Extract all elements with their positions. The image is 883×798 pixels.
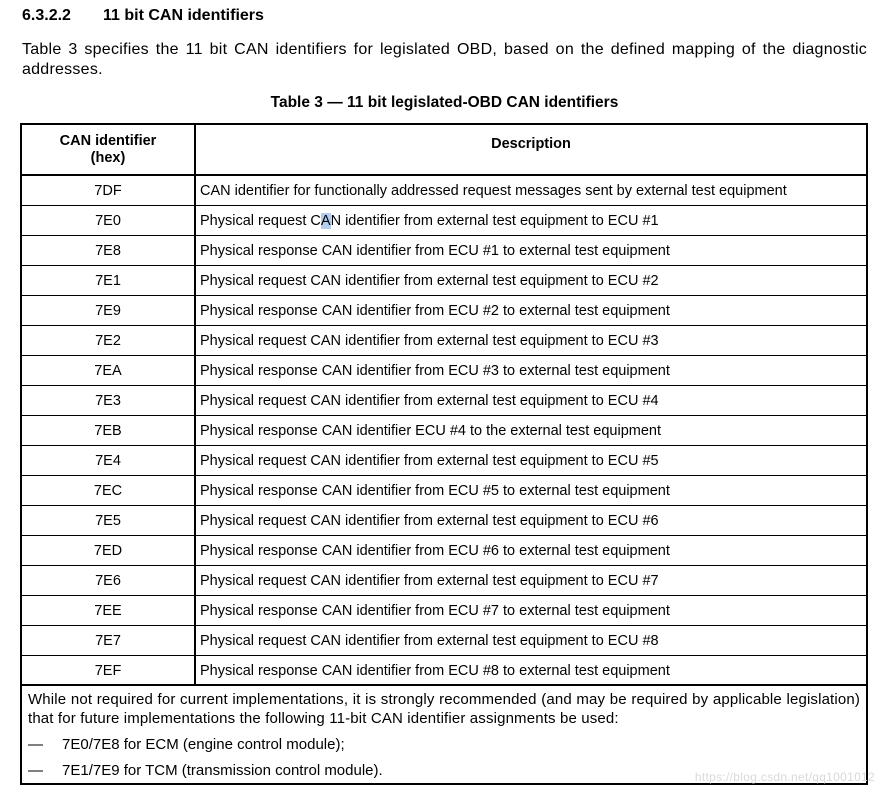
table-row: [22, 626, 866, 656]
cell-description: Physical request CAN identifier from external test equipment to ECU #7: [195, 566, 866, 596]
cell-description: Physical response CAN identifier from ECU #7 to external test equipment: [195, 596, 866, 626]
description-text: N identifier from external test equipment to ECU #1: [330, 212, 659, 229]
table-row: [22, 596, 866, 626]
table-row: [22, 566, 866, 596]
cell-can-identifier: 7E5: [22, 506, 195, 536]
cell-description: Physical response CAN identifier from ECU #2 to external test equipment: [195, 296, 866, 326]
bullet-text: 7E0/7E8 for ECM (engine control module);: [62, 736, 345, 753]
cell-description: Physical request CAN identifier from external test equipment to ECU #3: [195, 326, 866, 356]
header-description-label: Description: [491, 136, 571, 152]
cell-can-identifier: 7E4: [22, 446, 195, 476]
table-header-row: [22, 125, 866, 175]
cell-description: CAN identifier for functionally addressed request messages sent by external test equipment: [195, 175, 866, 206]
table-row: [22, 266, 866, 296]
cell-can-identifier: 7EA: [22, 356, 195, 386]
cell-description: Physical request CAN identifier from external test equipment to ECU #2: [195, 266, 866, 296]
table-row: [22, 326, 866, 356]
cell-description: Physical request CAN identifier from external test equipment to ECU #8: [195, 626, 866, 656]
table-body: [22, 175, 866, 686]
cell-description: Physical response CAN identifier ECU #4 to the external test equipment: [195, 416, 866, 446]
cell-description: [195, 206, 866, 236]
cell-description: Physical request CAN identifier from external test equipment to ECU #4: [195, 386, 866, 416]
table-row: [22, 356, 866, 386]
cell-can-identifier: 7E3: [22, 386, 195, 416]
bullet-dash: —: [28, 762, 43, 779]
cell-can-identifier: 7E8: [22, 236, 195, 266]
table-row: [22, 296, 866, 326]
cell-can-identifier: 7EE: [22, 596, 195, 626]
section-heading: [22, 7, 264, 25]
header-description: [195, 125, 866, 175]
text-selection-highlight[interactable]: A: [320, 212, 331, 229]
cell-description: Physical response CAN identifier from ECU #5 to external test equipment: [195, 476, 866, 506]
watermark-text: https://blog.csdn.net/qq1001012: [694, 770, 875, 784]
cell-can-identifier: 7EC: [22, 476, 195, 506]
cell-can-identifier: 7E9: [22, 296, 195, 326]
note-bullet: [28, 735, 860, 754]
table-row: [22, 656, 866, 686]
table-row: [22, 386, 866, 416]
note-text: While not required for current implementations, it is strongly recommended (and may be required by applicable legislation) that for future implementations the following 11-bit CAN identifier assignments be used:: [28, 691, 860, 727]
cell-description: Physical response CAN identifier from ECU #6 to external test equipment: [195, 536, 866, 566]
header-can-identifier-line1: CAN identifier: [59, 132, 157, 149]
section-number: 6.3.2.2: [22, 7, 71, 24]
table-row: [22, 536, 866, 566]
table-row: [22, 236, 866, 266]
cell-description: Physical response CAN identifier from ECU #3 to external test equipment: [195, 356, 866, 386]
table-row: [22, 206, 866, 236]
description-text: Physical request C: [200, 212, 321, 229]
table-row: [22, 446, 866, 476]
cell-description: Physical request CAN identifier from external test equipment to ECU #6: [195, 506, 866, 536]
cell-can-identifier: 7E1: [22, 266, 195, 296]
table-caption: Table 3 — 11 bit legislated-OBD CAN identifiers: [270, 94, 619, 111]
table-row: [22, 416, 866, 446]
bullet-dash: —: [28, 736, 43, 753]
cell-can-identifier: 7ED: [22, 536, 195, 566]
table-row: [22, 175, 866, 206]
section-title: 11 bit CAN identifiers: [103, 7, 264, 24]
table-row: [22, 506, 866, 536]
cell-can-identifier: 7E2: [22, 326, 195, 356]
header-can-identifier-line2: (hex): [90, 149, 126, 166]
cell-can-identifier: 7E6: [22, 566, 195, 596]
cell-description: Physical response CAN identifier from ECU #1 to external test equipment: [195, 236, 866, 266]
cell-can-identifier: 7E0: [22, 206, 195, 236]
cell-can-identifier: 7DF: [22, 175, 195, 206]
cell-description: Physical response CAN identifier from ECU #8 to external test equipment: [195, 656, 866, 686]
cell-can-identifier: 7EF: [22, 656, 195, 686]
cell-description: Physical request CAN identifier from external test equipment to ECU #5: [195, 446, 866, 476]
cell-can-identifier: 7E7: [22, 626, 195, 656]
header-can-identifier: [22, 125, 195, 175]
intro-paragraph: Table 3 specifies the 11 bit CAN identifiers for legislated OBD, based on the defined mapping of the diagnostic addresses.: [22, 41, 867, 78]
cell-can-identifier: 7EB: [22, 416, 195, 446]
bullet-text: 7E1/7E9 for TCM (transmission control module).: [62, 762, 383, 779]
can-identifier-table: [22, 125, 866, 686]
table-row: [22, 476, 866, 506]
